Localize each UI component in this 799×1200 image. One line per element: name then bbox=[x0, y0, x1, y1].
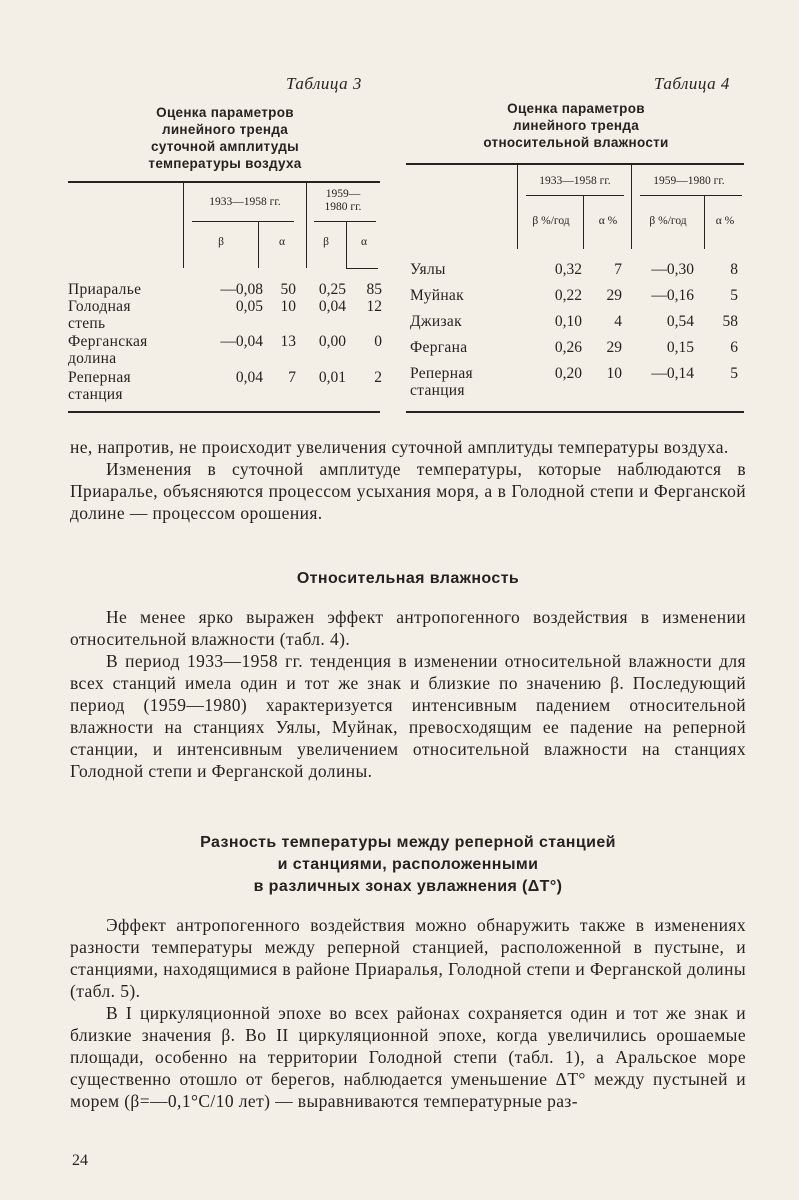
table4-cell: 29 bbox=[606, 339, 622, 356]
section-heading-line: Разность температуры между реперной станцией bbox=[200, 834, 616, 851]
table4-cell: 8 bbox=[730, 261, 738, 278]
table3-subrule bbox=[314, 221, 376, 222]
table3-row-label-cont: степь bbox=[68, 315, 106, 332]
table3-cell: 7 bbox=[288, 369, 296, 386]
table3-cell: 0,25 bbox=[318, 281, 346, 298]
table3-cell: —0,04 bbox=[220, 333, 263, 350]
table4-cell: 10 bbox=[606, 365, 622, 382]
table4-col-alpha: α % bbox=[598, 215, 618, 227]
table4-col-alpha: α % bbox=[715, 215, 735, 227]
table3-row-label: Ферганская bbox=[68, 333, 148, 350]
table3-cell: 85 bbox=[366, 281, 382, 298]
table4-title-line: Оценка параметров bbox=[507, 101, 645, 116]
table4-cell: 4 bbox=[614, 313, 622, 330]
table4-period2: 1959—1980 гг. bbox=[653, 175, 725, 187]
table3-cell: 10 bbox=[280, 298, 296, 315]
table3-divider bbox=[258, 222, 259, 268]
table4-cell: 0,22 bbox=[554, 287, 582, 304]
table3-cell: 0 bbox=[374, 333, 382, 350]
table4-cell: 0,10 bbox=[554, 313, 582, 330]
table4-row-label: Реперная bbox=[410, 365, 473, 382]
section-heading: Относительная влажность bbox=[296, 570, 520, 587]
table4-cell: 0,54 bbox=[666, 313, 694, 330]
paragraph: не, напротив, не происходит увеличения суточной амплитуды температуры воздуха. bbox=[70, 437, 729, 457]
table3-period1: 1933—1958 гг. bbox=[209, 196, 281, 208]
table4-cell: —0,30 bbox=[651, 261, 694, 278]
table4-title-line: относительной влажности bbox=[483, 135, 669, 150]
table3-subrule bbox=[192, 221, 294, 222]
table3-row-label-cont: станция bbox=[68, 386, 123, 403]
table3-period2a: 1959— bbox=[325, 188, 361, 200]
body-text-block-2 bbox=[70, 606, 746, 782]
table4-col-beta: β %/год bbox=[532, 215, 570, 227]
table3-row-label: Голодная bbox=[68, 298, 131, 315]
table3-cell: 0,05 bbox=[235, 298, 263, 315]
table3-cell: 0,01 bbox=[318, 369, 346, 386]
table4-cell: —0,16 bbox=[651, 287, 694, 304]
table4-cell: 58 bbox=[722, 313, 738, 330]
section-heading bbox=[70, 832, 746, 898]
table3-title-line: линейного тренда bbox=[161, 122, 289, 137]
table4-cell: 7 bbox=[614, 261, 622, 278]
table4-title-line: линейного тренда bbox=[512, 118, 640, 133]
table3-col-beta: β bbox=[218, 236, 224, 248]
table3-caption: Таблица 3 bbox=[286, 74, 362, 93]
table4-cell: 5 bbox=[730, 287, 738, 304]
section-heading-line: в различных зонах увлажнения (ΔT°) bbox=[253, 878, 563, 895]
table3-bottom-rule bbox=[68, 411, 380, 413]
table3-cell: 13 bbox=[280, 333, 296, 350]
paragraph: Не менее ярко выражен эффект антропогенного воздействия в изменении относительной влажности (табл. 4). bbox=[70, 607, 746, 649]
table4-row-label: Фергана bbox=[410, 339, 468, 356]
table3-cell: —0,08 bbox=[220, 281, 263, 298]
table4-caption: Таблица 4 bbox=[654, 74, 730, 93]
table4-subrule bbox=[640, 195, 742, 196]
table4-cell: 0,32 bbox=[554, 261, 582, 278]
table3-col-beta: β bbox=[323, 236, 329, 248]
table3-header-rule bbox=[346, 268, 378, 269]
table3-cell: 50 bbox=[280, 281, 296, 298]
table3-top-rule bbox=[68, 181, 380, 183]
table4-divider bbox=[517, 165, 518, 249]
section-heading-line: и станциями, расположенными bbox=[277, 856, 539, 873]
table4-cell: 0,20 bbox=[554, 365, 582, 382]
table3-cell: 12 bbox=[366, 298, 382, 315]
table3-divider bbox=[306, 183, 307, 268]
table4-subrule bbox=[526, 195, 624, 196]
table3-cell: 0,00 bbox=[318, 333, 346, 350]
table3-title-line: Оценка параметров bbox=[156, 105, 294, 120]
table3-row-label-cont: долина bbox=[68, 350, 117, 367]
table3-title-line: температуры воздуха bbox=[148, 156, 302, 171]
body-text-block-3 bbox=[70, 914, 746, 1112]
paragraph: Изменения в суточной амплитуде температуры, которые наблюдаются в Приаралье, объясняются процессом усыхания моря, а в Голодной степи и Ферганской долине — процессом орошения. bbox=[70, 459, 746, 523]
table4-top-rule bbox=[406, 163, 744, 165]
paragraph: В период 1933—1958 гг. тенденция в изменении относительной влажности для всех станций имела один и тот же знак и близкие по значению β. Последующий период (1959—1980) характеризуется интенсивным падением относительной влажности на станциях Уялы, Муйнак, превосходящим ее падение на реперной станции, и интенсивным увеличением относительной влажности на станциях Голодной степи и Ферганской долины. bbox=[70, 651, 746, 781]
table4-col-beta: β %/год bbox=[649, 215, 687, 227]
table4-divider bbox=[704, 196, 705, 249]
table4-divider bbox=[631, 165, 632, 249]
table4-cell: 0,15 bbox=[666, 339, 694, 356]
table4-cell: 29 bbox=[606, 287, 622, 304]
page-number: 24 bbox=[72, 1152, 88, 1169]
table3-title-line: суточной амплитуды bbox=[151, 139, 299, 154]
table4-cell: 6 bbox=[730, 339, 738, 356]
table3-cell: 0,04 bbox=[235, 369, 263, 386]
paragraph: Эффект антропогенного воздействия можно обнаружить также в изменениях разности температуры между реперной станцией, расположенной в пустыне, и станциями, находящимися в районе Приаралья, Голодной степи и Ферганской долины (табл. 5). bbox=[70, 915, 746, 1001]
table3-period2b: 1980 гг. bbox=[324, 201, 362, 213]
table4-cell: 5 bbox=[730, 365, 738, 382]
table3-title bbox=[110, 104, 340, 172]
table4-row-label: Уялы bbox=[410, 261, 446, 278]
paragraph: В I циркуляционной эпохе во всех районах сохраняется один и тот же знак и близкие значения β. Во II циркуляционной эпохе, когда увеличились орошаемые площади, особенно на территории Голодной степи (табл. 1), а Аральское море существенно отошло от берегов, наблюдается уменьшение ΔT° между пустыней и морем (β=—0,1°C/10 лет) — выравниваются температурные раз- bbox=[70, 1003, 746, 1111]
body-text-block-1 bbox=[70, 436, 746, 524]
table4-bottom-rule bbox=[406, 411, 744, 413]
table3-divider bbox=[183, 183, 184, 268]
table4-cell: —0,14 bbox=[651, 365, 694, 382]
table3-col-alpha: α bbox=[360, 236, 368, 248]
table4-title bbox=[466, 100, 686, 151]
table4-row-label: Джизак bbox=[410, 313, 462, 330]
table3-row-label: Приаралье bbox=[68, 281, 142, 298]
table4-divider bbox=[583, 196, 584, 249]
table3-divider bbox=[346, 222, 347, 268]
table4-period1: 1933—1958 гг. bbox=[539, 175, 611, 187]
table3-col-alpha: α bbox=[278, 236, 286, 248]
table4-row-label-cont: станция bbox=[410, 382, 465, 399]
table3-cell: 0,04 bbox=[318, 298, 346, 315]
table4-row-label: Муйнак bbox=[410, 287, 464, 304]
table4-cell: 0,26 bbox=[554, 339, 582, 356]
table3-cell: 2 bbox=[374, 369, 382, 386]
table3-row-label: Реперная bbox=[68, 369, 131, 386]
